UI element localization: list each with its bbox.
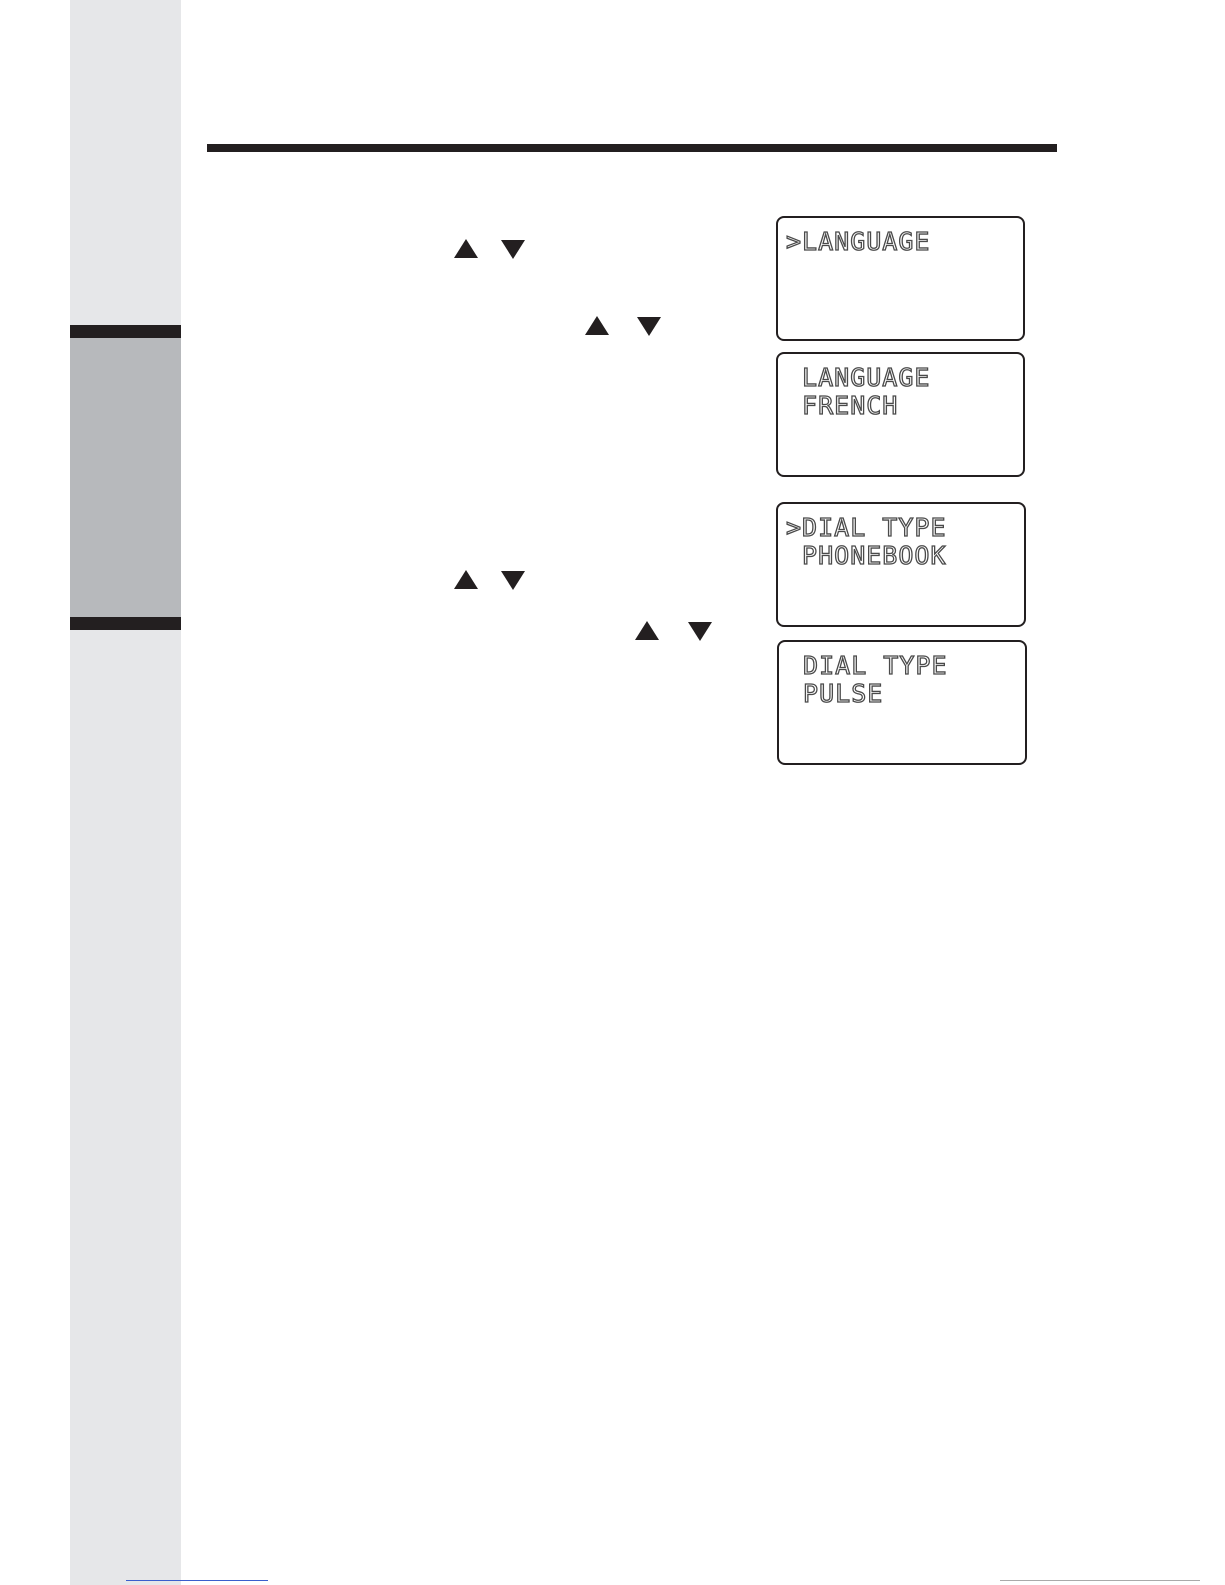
- lcd-line: PULSE: [787, 679, 884, 708]
- footer-rule: [1000, 1580, 1200, 1581]
- side-margin-strip: [70, 0, 181, 1585]
- lcd-screen-language-french: [776, 352, 1025, 477]
- header-rule: [207, 144, 1057, 152]
- lcd-screen-dial-type-pulse: [777, 640, 1027, 765]
- up-arrow-icon: [454, 239, 478, 258]
- section-tab-bottom-bar: [70, 617, 181, 630]
- down-arrow-icon: [501, 571, 525, 590]
- lcd-screen-dial-type-menu: [776, 502, 1026, 627]
- lcd-line: PHONEBOOK: [786, 541, 947, 570]
- up-arrow-icon: [635, 621, 659, 640]
- down-arrow-icon: [501, 240, 525, 259]
- up-arrow-icon: [585, 316, 609, 335]
- section-tab-top-bar: [70, 325, 181, 338]
- lcd-line: >LANGUAGE: [786, 227, 931, 256]
- lcd-line: DIAL TYPE: [787, 651, 948, 680]
- lcd-line: FRENCH: [786, 391, 899, 420]
- lcd-line: >DIAL TYPE: [786, 513, 947, 542]
- section-tab: [70, 325, 181, 630]
- lcd-line: LANGUAGE: [786, 363, 931, 392]
- down-arrow-icon: [688, 622, 712, 641]
- footer-rule: [126, 1580, 268, 1581]
- down-arrow-icon: [637, 317, 661, 336]
- lcd-screen-language-menu: [776, 216, 1025, 341]
- up-arrow-icon: [454, 570, 478, 589]
